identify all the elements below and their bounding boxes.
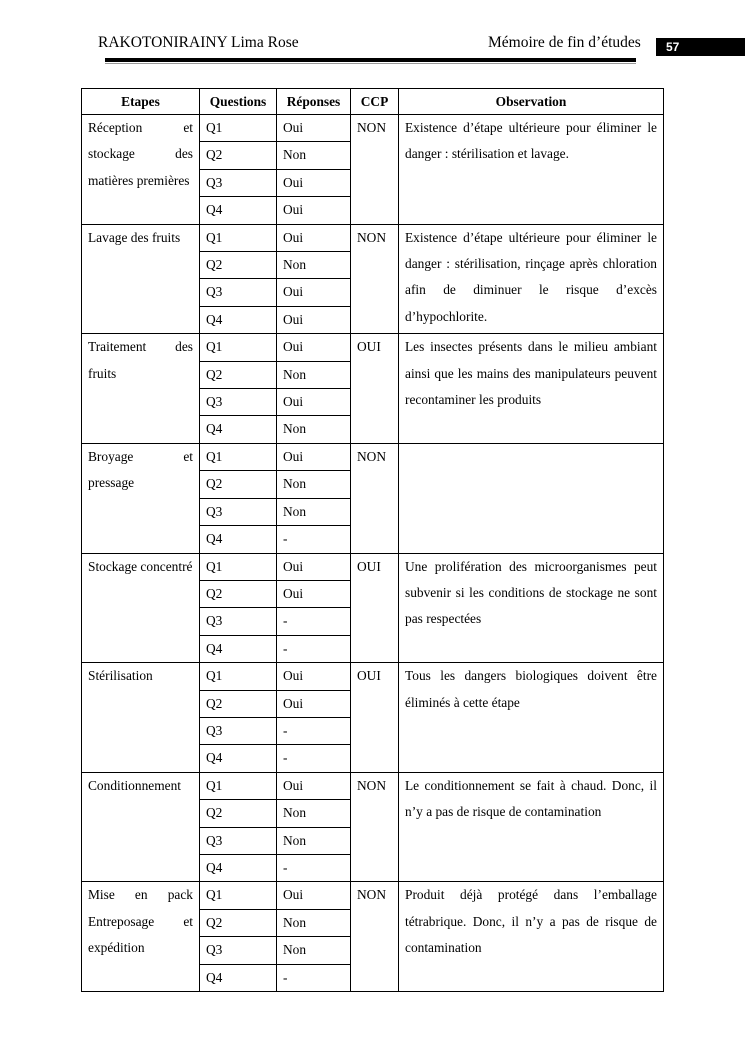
cell-observation xyxy=(399,443,664,553)
table-row xyxy=(82,553,664,580)
cell-observation: Existence d’étape ultérieure pour éliminer le danger : stérilisation et lavage. xyxy=(399,115,664,225)
cell-question: Q2 xyxy=(200,471,277,498)
column-header-reponses: Réponses xyxy=(277,89,351,115)
header-rule-shadow xyxy=(105,63,636,64)
cell-question: Q3 xyxy=(200,279,277,306)
cell-etape: Conditionnement xyxy=(82,772,200,882)
cell-reponse: - xyxy=(277,854,351,881)
cell-reponse: - xyxy=(277,608,351,635)
haccp-decision-table xyxy=(81,88,664,992)
header-author: RAKOTONIRAINY Lima Rose xyxy=(98,34,299,51)
cell-question: Q2 xyxy=(200,909,277,936)
cell-reponse: Oui xyxy=(277,169,351,196)
cell-question: Q3 xyxy=(200,608,277,635)
table-row xyxy=(82,443,664,470)
cell-ccp: NON xyxy=(351,772,399,882)
cell-question: Q3 xyxy=(200,389,277,416)
cell-ccp: OUI xyxy=(351,334,399,444)
cell-question: Q2 xyxy=(200,690,277,717)
cell-question: Q4 xyxy=(200,526,277,553)
cell-observation: Le conditionnement se fait à chaud. Donc, il n’y a pas de risque de contamination xyxy=(399,772,664,882)
cell-etape: Traitement des fruits xyxy=(82,334,200,444)
cell-reponse: Non xyxy=(277,361,351,388)
cell-reponse: Non xyxy=(277,471,351,498)
cell-reponse: Non xyxy=(277,909,351,936)
cell-reponse: Oui xyxy=(277,334,351,361)
cell-question: Q3 xyxy=(200,498,277,525)
cell-etape: Stockage concentré xyxy=(82,553,200,663)
cell-reponse: Oui xyxy=(277,882,351,909)
column-header-observation: Observation xyxy=(399,89,664,115)
cell-reponse: - xyxy=(277,526,351,553)
cell-reponse: Oui xyxy=(277,772,351,799)
cell-question: Q4 xyxy=(200,964,277,991)
cell-question: Q2 xyxy=(200,580,277,607)
cell-reponse: Non xyxy=(277,416,351,443)
cell-question: Q3 xyxy=(200,937,277,964)
cell-question: Q1 xyxy=(200,772,277,799)
cell-question: Q1 xyxy=(200,334,277,361)
cell-reponse: Non xyxy=(277,800,351,827)
cell-question: Q4 xyxy=(200,306,277,333)
page-number: 57 xyxy=(656,38,745,56)
header-document-title: Mémoire de fin d’études xyxy=(488,34,641,51)
table-row xyxy=(82,882,664,909)
cell-reponse: Oui xyxy=(277,279,351,306)
cell-reponse: Oui xyxy=(277,443,351,470)
column-header-questions: Questions xyxy=(200,89,277,115)
table-row xyxy=(82,663,664,690)
cell-reponse: - xyxy=(277,717,351,744)
cell-observation: Les insectes présents dans le milieu ambiant ainsi que les mains des manipulateurs peuvent recontaminer les produits xyxy=(399,334,664,444)
cell-etape: Lavage des fruits xyxy=(82,224,200,334)
cell-question: Q1 xyxy=(200,443,277,470)
cell-reponse: Oui xyxy=(277,197,351,224)
cell-reponse: - xyxy=(277,745,351,772)
cell-reponse: Oui xyxy=(277,663,351,690)
cell-reponse: Oui xyxy=(277,306,351,333)
cell-ccp: NON xyxy=(351,882,399,992)
header-rule xyxy=(105,58,636,62)
cell-question: Q4 xyxy=(200,635,277,662)
cell-reponse: Oui xyxy=(277,580,351,607)
cell-observation: Produit déjà protégé dans l’emballage tétrabrique. Donc, il n’y a pas de risque de contamination xyxy=(399,882,664,992)
cell-reponse: Oui xyxy=(277,690,351,717)
cell-question: Q3 xyxy=(200,717,277,744)
cell-reponse: Oui xyxy=(277,553,351,580)
cell-reponse: Non xyxy=(277,827,351,854)
cell-question: Q2 xyxy=(200,142,277,169)
cell-reponse: Non xyxy=(277,937,351,964)
cell-question: Q2 xyxy=(200,361,277,388)
cell-etape: Broyage et pressage xyxy=(82,443,200,553)
cell-reponse: - xyxy=(277,635,351,662)
cell-ccp: NON xyxy=(351,443,399,553)
cell-reponse: Non xyxy=(277,252,351,279)
cell-reponse: - xyxy=(277,964,351,991)
cell-question: Q1 xyxy=(200,663,277,690)
cell-ccp: OUI xyxy=(351,663,399,773)
cell-question: Q4 xyxy=(200,197,277,224)
table-row xyxy=(82,115,664,142)
table-row xyxy=(82,772,664,799)
cell-ccp: OUI xyxy=(351,553,399,663)
cell-question: Q2 xyxy=(200,252,277,279)
cell-question: Q3 xyxy=(200,827,277,854)
column-header-etapes: Etapes xyxy=(82,89,200,115)
cell-question: Q1 xyxy=(200,882,277,909)
cell-question: Q1 xyxy=(200,115,277,142)
cell-question: Q1 xyxy=(200,553,277,580)
cell-observation: Existence d’étape ultérieure pour éliminer le danger : stérilisation, rinçage après chloration afin de diminuer le risque d’excès d’hypochlorite. xyxy=(399,224,664,334)
cell-reponse: Non xyxy=(277,142,351,169)
table-row xyxy=(82,224,664,251)
cell-observation: Une prolifération des microorganismes peut subvenir si les conditions de stockage ne sont pas respectées xyxy=(399,553,664,663)
table-header-row xyxy=(82,89,664,115)
cell-etape: Stérilisation xyxy=(82,663,200,773)
cell-reponse: Oui xyxy=(277,115,351,142)
cell-question: Q4 xyxy=(200,745,277,772)
cell-etape: Mise en pack Entreposage et expédition xyxy=(82,882,200,992)
cell-question: Q4 xyxy=(200,416,277,443)
cell-reponse: Non xyxy=(277,498,351,525)
table-row xyxy=(82,334,664,361)
cell-question: Q3 xyxy=(200,169,277,196)
cell-question: Q1 xyxy=(200,224,277,251)
cell-reponse: Oui xyxy=(277,224,351,251)
cell-observation: Tous les dangers biologiques doivent être éliminés à cette étape xyxy=(399,663,664,773)
cell-etape: Réception et stockage des matières premières xyxy=(82,115,200,225)
cell-question: Q2 xyxy=(200,800,277,827)
column-header-ccp: CCP xyxy=(351,89,399,115)
cell-question: Q4 xyxy=(200,854,277,881)
cell-reponse: Oui xyxy=(277,389,351,416)
table-body xyxy=(82,115,664,992)
cell-ccp: NON xyxy=(351,224,399,334)
cell-ccp: NON xyxy=(351,115,399,225)
